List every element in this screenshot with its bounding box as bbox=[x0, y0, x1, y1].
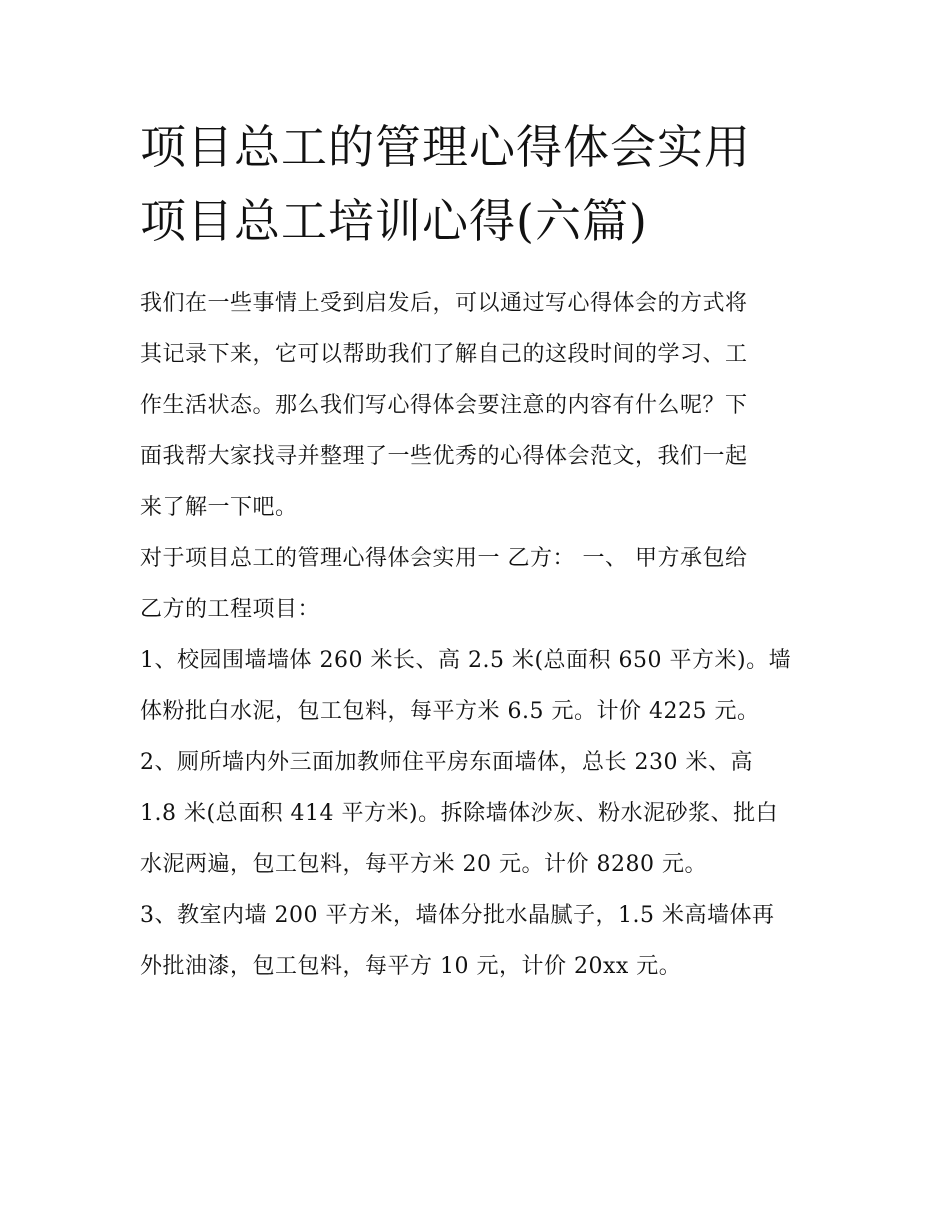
title-line: 项目总工培训心得(六篇) bbox=[140, 194, 648, 248]
item-2-line: 1.8 米(总面积 414 平方米)。拆除墙体沙灰、粉水泥砂浆、批白 bbox=[140, 801, 779, 826]
section-heading-line: 对于项目总工的管理心得体会实用一 乙方： 一、 甲方承包给 bbox=[140, 546, 748, 571]
intro-paragraph-line: 面我帮大家找寻并整理了一些优秀的心得体会范文，我们一起 bbox=[140, 444, 748, 469]
section-heading-line: 乙方的工程项目： bbox=[140, 597, 321, 622]
intro-paragraph-line: 其记录下来，它可以帮助我们了解自己的这段时间的学习、工 bbox=[140, 342, 748, 367]
item-3-line: 3、教室内墙 200 平方米，墙体分批水晶腻子，1.5 米高墙体再 bbox=[140, 903, 775, 928]
document-title bbox=[140, 110, 830, 258]
intro-paragraph-line: 来了解一下吧。 bbox=[140, 495, 298, 520]
item-1-line: 1、校园围墙墙体 260 米长、高 2.5 米(总面积 650 平方米)。墙 bbox=[140, 648, 792, 673]
intro-paragraph-line: 作生活状态。那么我们写心得体会要注意的内容有什么呢？下 bbox=[140, 393, 748, 418]
document-body bbox=[140, 278, 820, 992]
item-1-line: 体粉批白水泥，包工包料，每平方米 6.5 元。计价 4225 元。 bbox=[140, 699, 760, 724]
item-3-line: 外批油漆，包工包料，每平方 10 元，计价 20xx 元。 bbox=[140, 954, 682, 979]
item-2-line: 2、厕所墙内外三面加教师住平房东面墙体，总长 230 米、高 bbox=[140, 750, 753, 775]
item-2-line: 水泥两遍，包工包料，每平方米 20 元。计价 8280 元。 bbox=[140, 852, 707, 877]
title-line: 项目总工的管理心得体会实用 bbox=[140, 120, 751, 174]
intro-paragraph-line: 我们在一些事情上受到启发后，可以通过写心得体会的方式将 bbox=[140, 291, 748, 316]
